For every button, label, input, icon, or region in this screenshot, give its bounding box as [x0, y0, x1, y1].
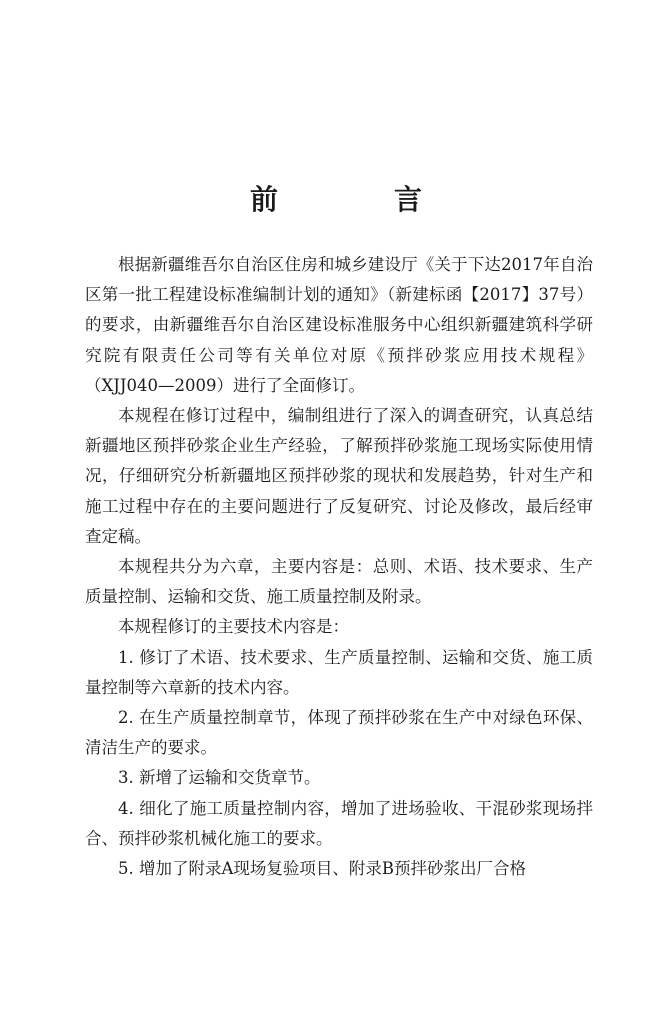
paragraph-revision-process: 本规程在修订过程中，编制组进行了深入的调查研究，认真总结新疆地区预拌砂浆企业生产经验，了解预拌砂浆施工现场实际使用情况，仔细研究分析新疆地区预拌砂浆的现状和发展趋势，针对生产和施工过程中存在的主要问题进行了反复研究、讨论及修改，最后经审查定稿。	[85, 406, 593, 546]
document-body	[85, 250, 593, 884]
paragraph-basis: 根据新疆维吾尔自治区住房和城乡建设厅《关于下达2017年自治区第一批工程建设标准编制计划的通知》（新建标函【2017】37号）的要求，由新疆维吾尔自治区建设标准服务中心组织新疆建筑科学研究院有限责任公司等有关单位对原《预拌砂浆应用技术规程》（XJJ040—2009）进行了全面修订。	[85, 255, 593, 395]
list-item-change-4: 4. 细化了施工质量控制内容，增加了进场验收、干混砂浆现场拌合、预拌砂浆机械化施工的要求。	[85, 798, 593, 848]
page-title: 前 言	[249, 183, 466, 216]
list-item-change-2: 2. 在生产质量控制章节，体现了预拌砂浆在生产中对绿色环保、清洁生产的要求。	[85, 708, 593, 758]
list-item-change-3: 3. 新增了运输和交货章节。	[118, 768, 321, 788]
paragraph-chapters: 本规程共分为六章，主要内容是：总则、术语、技术要求、生产质量控制、运输和交货、施工质量控制及附录。	[85, 557, 593, 607]
list-item-change-1: 1. 修订了术语、技术要求、生产质量控制、运输和交货、施工质量控制等六章新的技术内容。	[85, 647, 593, 697]
list-item-change-5: 5. 增加了附录A现场复验项目、附录B预拌砂浆出厂合格	[118, 859, 527, 879]
paragraph-main-changes-intro: 本规程修订的主要技术内容是：	[118, 617, 349, 637]
